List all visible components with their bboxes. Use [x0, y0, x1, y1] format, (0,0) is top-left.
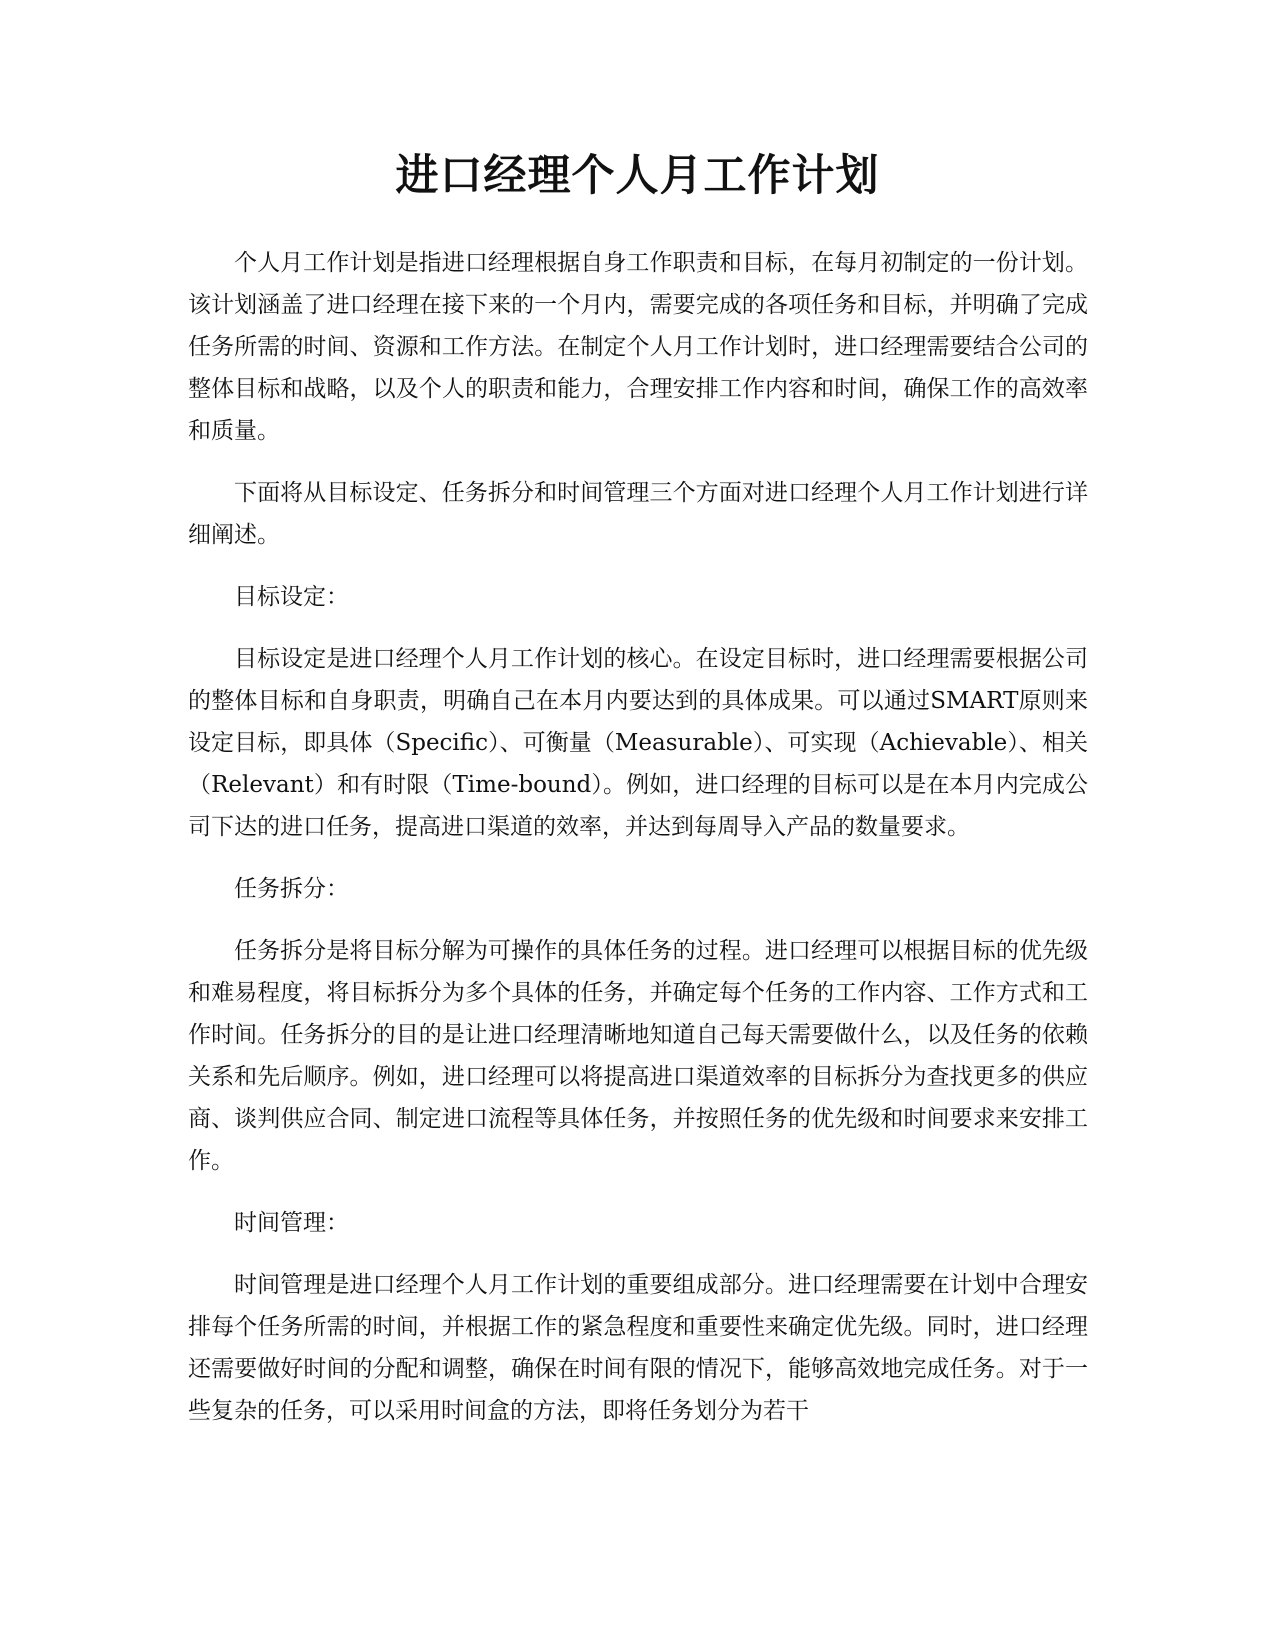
document-body	[188, 242, 1088, 1452]
paragraph-intro: 个人月工作计划是指进口经理根据自身工作职责和目标，在每月初制定的一份计划。该计划涵盖了进口经理在接下来的一个月内，需要完成的各项任务和目标，并明确了完成任务所需的时间、资源和工作方法。在制定个人月工作计划时，进口经理需要结合公司的整体目标和战略，以及个人的职责和能力，合理安排工作内容和时间，确保工作的高效率和质量。	[188, 250, 1088, 444]
paragraph-overview: 下面将从目标设定、任务拆分和时间管理三个方面对进口经理个人月工作计划进行详细阐述。	[188, 480, 1088, 548]
document-title: 进口经理个人月工作计划	[395, 151, 880, 201]
section-heading-time-management: 时间管理：	[234, 1210, 349, 1236]
section-heading-goal-setting: 目标设定：	[234, 584, 349, 610]
paragraph-goal-setting: 目标设定是进口经理个人月工作计划的核心。在设定目标时，进口经理需要根据公司的整体目标和自身职责，明确自己在本月内要达到的具体成果。可以通过SMART原则来设定目标，即具体（Specific）、可衡量（Measurable）、可实现（Achievable）、相关（Relevant）和有时限（Time-bound）。例如，进口经理的目标可以是在本月内完成公司下达的进口任务，提高进口渠道的效率，并达到每周导入产品的数量要求。	[188, 646, 1088, 840]
section-heading-task-breakdown: 任务拆分：	[234, 876, 349, 902]
paragraph-time-management: 时间管理是进口经理个人月工作计划的重要组成部分。进口经理需要在计划中合理安排每个任务所需的时间，并根据工作的紧急程度和重要性来确定优先级。同时，进口经理还需要做好时间的分配和调整，确保在时间有限的情况下，能够高效地完成任务。对于一些复杂的任务，可以采用时间盒的方法，即将任务划分为若干	[188, 1272, 1088, 1424]
paragraph-task-breakdown: 任务拆分是将目标分解为可操作的具体任务的过程。进口经理可以根据目标的优先级和难易程度，将目标拆分为多个具体的任务，并确定每个任务的工作内容、工作方式和工作时间。任务拆分的目的是让进口经理清晰地知道自己每天需要做什么，以及任务的依赖关系和先后顺序。例如，进口经理可以将提高进口渠道效率的目标拆分为查找更多的供应商、谈判供应合同、制定进口流程等具体任务，并按照任务的优先级和时间要求来安排工作。	[188, 938, 1088, 1174]
